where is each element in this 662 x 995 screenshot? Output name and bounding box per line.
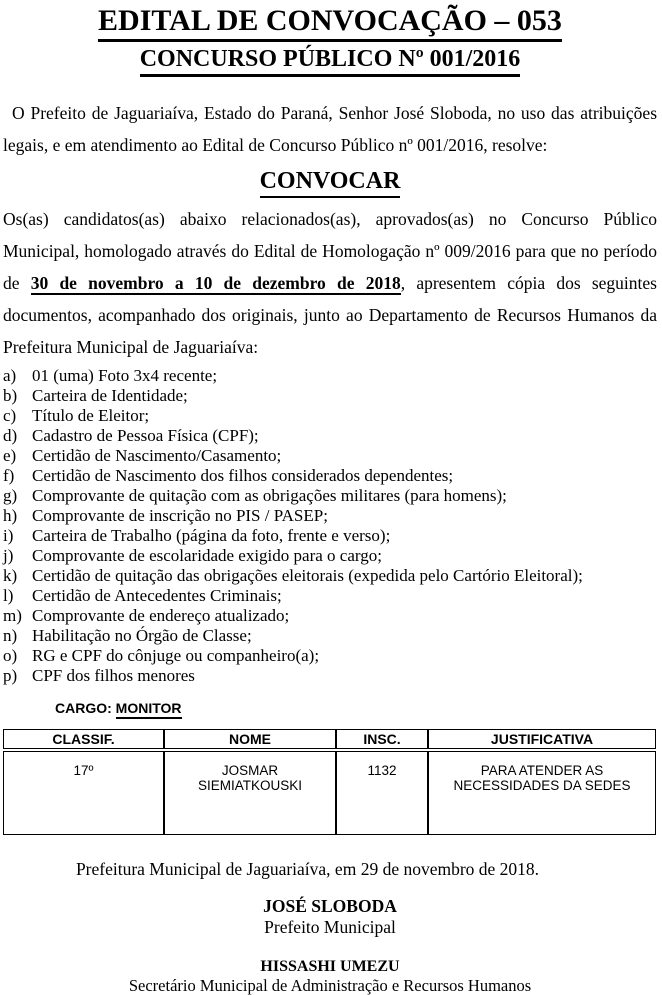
list-item-letter: b) (3, 386, 18, 405)
cell-justificativa: PARA ATENDER AS NECESSIDADES DA SEDES (428, 751, 656, 835)
cargo-line (55, 700, 657, 716)
list-item (3, 666, 657, 686)
list-item-text: 01 (uma) Foto 3x4 recente; (32, 366, 218, 385)
section-heading (3, 167, 657, 198)
signature-role: Secretário Municipal de Administração e Recursos Humanos (128, 976, 532, 995)
signature-block-secretary (3, 957, 657, 995)
date-line: Prefeitura Municipal de Jaguariaíva, em 29 de novembro de 2018. (75, 859, 540, 879)
list-item (3, 446, 657, 466)
list-item-text: Comprovante de endereço atualizado; (32, 606, 290, 625)
list-item-text: Certidão de quitação das obrigações eleitorais (expedida pelo Cartório Eleitoral); (32, 566, 583, 585)
list-item-text: Certidão de Antecedentes Criminais; (32, 586, 282, 605)
list-item-text: RG e CPF do cônjuge ou companheiro(a); (32, 646, 320, 665)
list-item-text: Certidão de Nascimento/Casamento; (32, 446, 282, 465)
cargo-value: MONITOR (116, 700, 182, 719)
list-item-text: Carteira de Trabalho (página da foto, frente e verso); (32, 526, 391, 545)
body-paragraph (3, 203, 657, 363)
body-text-after: , apresentem cópia dos seguintes documentos, acompanhado dos originais, junto ao Departamento de Recursos Humanos da Prefeitura Municipal de Jaguariaíva: (3, 273, 657, 357)
list-item-text: Título de Eleitor; (32, 406, 150, 425)
list-item (3, 526, 657, 546)
cell-nome: JOSMAR SIEMIATKOUSKI (164, 751, 336, 835)
document-title-text: EDITAL DE CONVOCAÇÃO – 053 (98, 4, 562, 42)
list-item (3, 386, 657, 406)
list-item-letter: a) (3, 366, 17, 385)
body-text-before: Os(as) candidatos(as) abaixo relacionados(as), aprovados(as) no Concurso Público Municipal, homologado através do Edital de Homologação nº 009/2016 para que no período de (3, 209, 657, 293)
list-item-letter: j) (3, 546, 14, 565)
list-item (3, 606, 657, 626)
list-item-letter: c) (3, 406, 17, 425)
table-header-row (3, 729, 656, 749)
table-row (3, 751, 656, 835)
list-item-letter: p) (3, 666, 18, 685)
list-item (3, 466, 657, 486)
list-item-letter: h) (3, 506, 18, 525)
list-item (3, 626, 657, 646)
list-item-letter: l) (3, 586, 14, 605)
list-item-text: Certidão de Nascimento dos filhos considerados dependentes; (32, 466, 454, 485)
section-heading-text: CONVOCAR (260, 167, 401, 198)
list-item-text: Comprovante de quitação com as obrigações militares (para homens); (32, 486, 507, 505)
list-item (3, 426, 657, 446)
list-item (3, 546, 657, 566)
list-item-text: Comprovante de inscrição no PIS / PASEP; (32, 506, 328, 525)
list-item-letter: g) (3, 486, 18, 505)
signature-role: Prefeito Municipal (264, 917, 396, 937)
cell-classif: 17º (3, 751, 164, 835)
required-documents-list (3, 366, 657, 686)
list-item (3, 366, 657, 386)
list-item (3, 586, 657, 606)
list-item (3, 486, 657, 506)
list-item-text: Cadastro de Pessoa Física (CPF); (32, 426, 259, 445)
list-item-text: Carteira de Identidade; (32, 386, 188, 405)
list-item-text: CPF dos filhos menores (32, 666, 195, 685)
list-item (3, 506, 657, 526)
convocation-period: 30 de novembro a 10 de dezembro de 2018 (30, 273, 401, 293)
list-item (3, 566, 657, 586)
column-header-nome: NOME (164, 729, 336, 749)
list-item-letter: k) (3, 566, 18, 585)
list-item-letter: o) (3, 646, 18, 665)
signature-block-mayor (3, 896, 657, 938)
convocation-table (3, 727, 656, 837)
list-item-letter: e) (3, 446, 17, 465)
cell-insc: 1132 (336, 751, 428, 835)
list-item-text: Comprovante de escolaridade exigido para o cargo; (32, 546, 382, 565)
document-title (3, 4, 657, 42)
list-item-letter: m) (3, 606, 22, 625)
list-item (3, 646, 657, 666)
document-subtitle-text: CONCURSO PÚBLICO Nº 001/2016 (140, 45, 521, 77)
column-header-justificativa: JUSTIFICATIVA (428, 729, 656, 749)
column-header-classif: CLASSIF. (3, 729, 164, 749)
signature-name: HISSASHI UMEZU (260, 958, 400, 975)
list-item-letter: i) (3, 526, 14, 545)
signature-name: JOSÉ SLOBODA (263, 896, 397, 916)
list-item-text: Habilitação no Órgão de Classe; (32, 626, 252, 645)
list-item-letter: n) (3, 626, 18, 645)
list-item-letter: f) (3, 466, 15, 485)
intro-paragraph: O Prefeito de Jaguariaíva, Estado do Paraná, Senhor José Sloboda, no uso das atribuições legais, e em atendimento ao Edital de Concurso Público nº 001/2016, resolve: (3, 103, 657, 155)
list-item (3, 406, 657, 426)
cargo-label: CARGO: (55, 700, 116, 716)
document-subtitle (3, 45, 657, 77)
column-header-insc: INSC. (336, 729, 428, 749)
list-item-letter: d) (3, 426, 18, 445)
